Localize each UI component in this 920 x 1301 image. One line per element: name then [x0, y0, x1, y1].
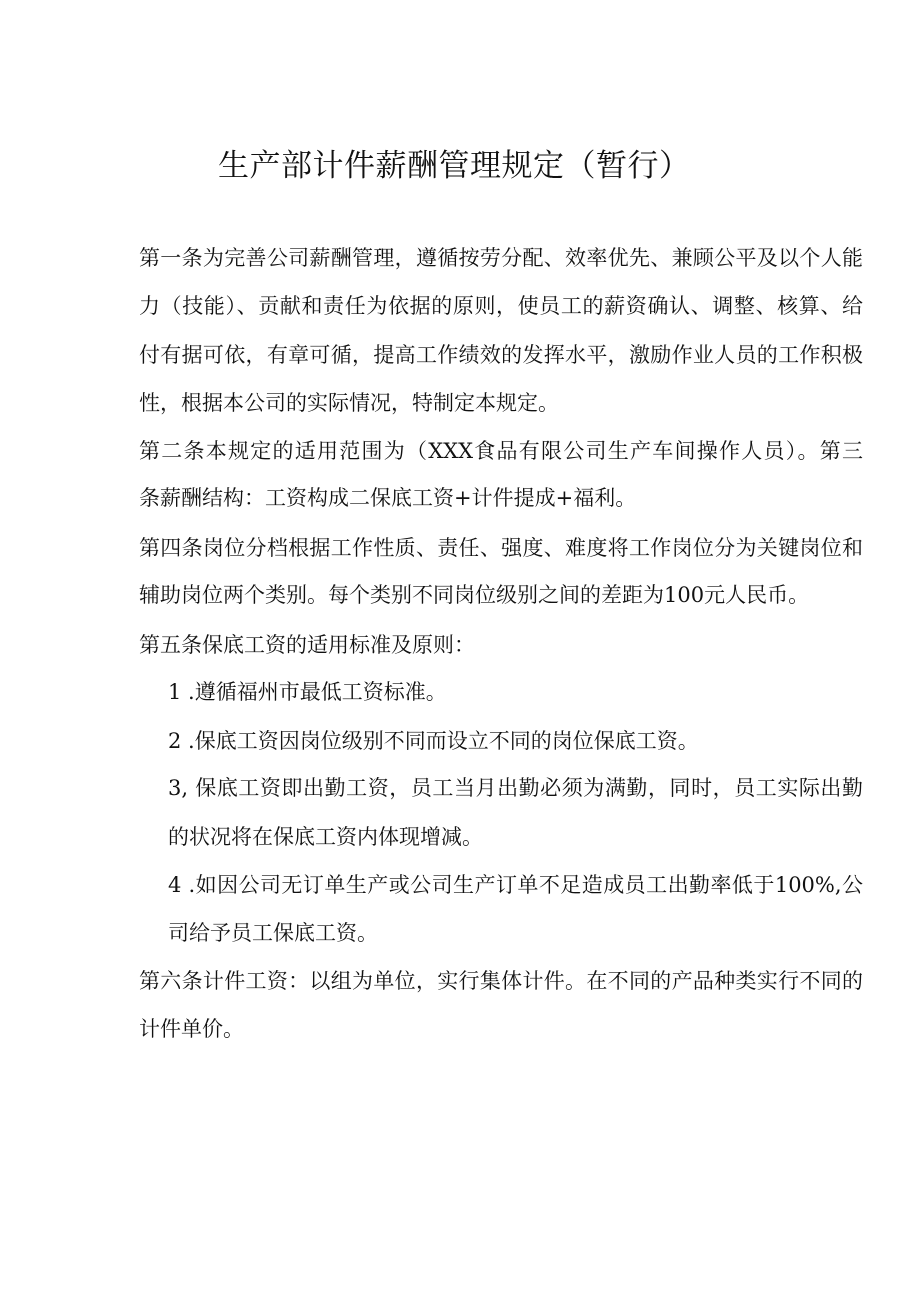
article-5-item-2: 2 .保底工资因岗位级别不同而设立不同的岗位保底工资。 — [168, 729, 699, 753]
article-5-item-4-line-1: 4 .如因公司无订单生产或公司生产订单不足造成员工出勤率低于100%,公 — [168, 873, 863, 897]
article-5-item-3-line-1: 3, 保底工资即出勤工资，员工当月出勤必须为满勤，同时，员工实际出勤 — [168, 776, 863, 800]
article-5-item-4-line-2: 司给予员工保底工资。 — [168, 921, 378, 945]
article-4-line-2: 辅助岗位两个类别。每个类别不同岗位级别之间的差距为100元人民币。 — [139, 583, 810, 607]
article-1-line-2: 力（技能）、贡献和责任为依据的原则，使员工的薪资确认、调整、核算、给 — [139, 294, 863, 318]
article-1-line-4: 性，根据本公司的实际情况，特制定本规定。 — [139, 391, 559, 415]
article-1-line-1: 第一条为完善公司薪酬管理，遵循按劳分配、效率优先、兼顾公平及以个人能 — [139, 246, 863, 270]
article-6-line-2: 计件单价。 — [139, 1017, 244, 1041]
article-5-heading: 第五条保底工资的适用标准及原则： — [139, 633, 475, 657]
document-title: 生产部计件薪酬管理规定（暂行） — [218, 148, 691, 184]
article-5-item-3-line-2: 的状况将在保底工资内体现增减。 — [168, 825, 483, 849]
article-3-line-1: 条薪酬结构：工资构成二保底工资+计件提成+福利。 — [139, 486, 637, 510]
article-4-line-1: 第四条岗位分档根据工作性质、责任、强度、难度将工作岗位分为关键岗位和 — [139, 536, 863, 560]
article-1-line-3: 付有据可依，有章可循，提高工作绩效的发挥水平，激励作业人员的工作积极 — [139, 343, 863, 367]
article-5-item-1: 1 .遵循福州市最低工资标准。 — [168, 680, 447, 704]
article-2-line-1: 第二条本规定的适用范围为（XXX食品有限公司生产车间操作人员）。第三 — [139, 439, 863, 463]
article-6-line-1: 第六条计件工资：以组为单位，实行集体计件。在不同的产品种类实行不同的 — [139, 969, 863, 993]
